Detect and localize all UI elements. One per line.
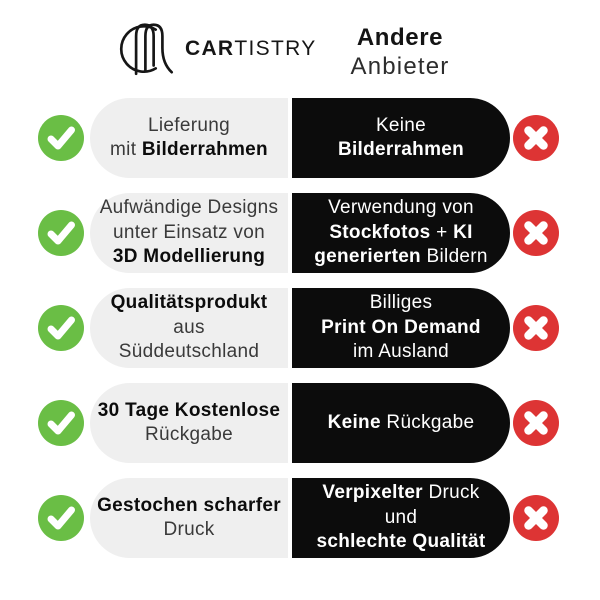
competitor-line1: Andere xyxy=(356,24,444,51)
text-segment: im Ausland xyxy=(353,341,449,363)
text-segment-bold: schlechte Qualität xyxy=(316,531,486,553)
text-line xyxy=(296,291,506,316)
text-segment-bold: 3D Modellierung xyxy=(112,246,266,268)
text-segment: Süddeutschland xyxy=(118,341,260,363)
cross-icon xyxy=(513,495,559,541)
text-line xyxy=(94,518,284,543)
text-segment: unter Einsatz von xyxy=(113,221,265,243)
text-segment: Billiges xyxy=(369,292,433,314)
text-segment: Druck xyxy=(163,519,215,540)
text-segment-bold: Bilderrahmen xyxy=(141,139,268,160)
text-segment: aus xyxy=(173,316,205,338)
text-segment: Bildern xyxy=(420,246,488,268)
text-segment: Rückgabe xyxy=(380,411,475,433)
comparison-row xyxy=(0,98,600,178)
cross-icon xyxy=(513,210,559,256)
row-left-cell xyxy=(90,383,288,463)
text-line xyxy=(296,221,506,246)
comparison-row xyxy=(0,193,600,273)
cross-icon xyxy=(513,305,559,351)
text-segment: Lieferung xyxy=(148,114,230,136)
text-line xyxy=(94,245,284,270)
text-segment-bold: Qualitätsprodukt xyxy=(110,292,268,314)
text-segment-bold: Stockfotos xyxy=(329,221,431,243)
text-line xyxy=(296,114,506,139)
text-line xyxy=(94,138,284,163)
text-segment-bold: KI xyxy=(453,221,473,243)
comparison-row xyxy=(0,383,600,463)
competitor-heading xyxy=(300,23,500,81)
text-line xyxy=(94,423,284,448)
comparison-row xyxy=(0,288,600,368)
check-icon xyxy=(38,305,84,351)
text-segment: mit xyxy=(110,139,142,160)
text-line xyxy=(94,494,284,519)
comparison-row xyxy=(0,478,600,558)
text-segment: und xyxy=(384,506,418,528)
text-line xyxy=(296,340,506,365)
row-right-cell xyxy=(292,193,510,273)
check-icon xyxy=(38,115,84,161)
text-line xyxy=(94,340,284,365)
text-line xyxy=(296,245,506,270)
text-segment-bold: 30 Tage Kostenlose xyxy=(97,399,281,421)
text-segment-bold: generierten xyxy=(314,246,421,268)
row-left-cell xyxy=(90,193,288,273)
brand-cartistry xyxy=(114,14,317,84)
text-segment-bold: Verpixelter xyxy=(322,482,423,504)
cartistry-monogram-icon xyxy=(114,16,184,82)
text-segment-bold: Bilderrahmen xyxy=(337,139,465,160)
text-line xyxy=(296,196,506,221)
header xyxy=(0,14,600,86)
text-line xyxy=(296,481,506,506)
text-line xyxy=(94,114,284,139)
text-segment: Aufwändige Designs xyxy=(99,197,279,219)
check-icon xyxy=(38,400,84,446)
wordmark-bold: CAR xyxy=(185,37,235,60)
row-left-cell xyxy=(90,478,288,558)
text-line xyxy=(296,411,506,436)
brand-wordmark xyxy=(185,37,317,61)
text-line xyxy=(94,291,284,316)
text-line xyxy=(296,138,506,163)
text-line xyxy=(94,221,284,246)
cross-icon xyxy=(513,115,559,161)
check-icon xyxy=(38,495,84,541)
text-segment: Keine xyxy=(375,114,427,136)
row-right-cell xyxy=(292,383,510,463)
text-line xyxy=(296,530,506,555)
text-segment: Rückgabe xyxy=(145,424,233,445)
row-left-cell xyxy=(90,288,288,368)
text-segment: + xyxy=(430,221,454,243)
competitor-line2: Anbieter xyxy=(350,53,450,80)
wordmark-regular: TISTRY xyxy=(234,37,317,60)
text-segment-bold: Gestochen scharfer xyxy=(97,494,281,516)
comparison-rows xyxy=(0,98,600,573)
text-line xyxy=(94,399,284,424)
text-segment-bold: Keine xyxy=(327,411,381,433)
text-line xyxy=(94,196,284,221)
row-right-cell xyxy=(292,478,510,558)
text-segment: Verwendung von xyxy=(328,197,474,219)
check-icon xyxy=(38,210,84,256)
row-right-cell xyxy=(292,288,510,368)
text-line xyxy=(94,316,284,341)
text-segment-bold: Print On Demand xyxy=(321,316,481,338)
text-line xyxy=(296,506,506,531)
row-right-cell xyxy=(292,98,510,178)
row-left-cell xyxy=(90,98,288,178)
text-segment: Druck xyxy=(422,482,480,504)
cross-icon xyxy=(513,400,559,446)
text-line xyxy=(296,316,506,341)
